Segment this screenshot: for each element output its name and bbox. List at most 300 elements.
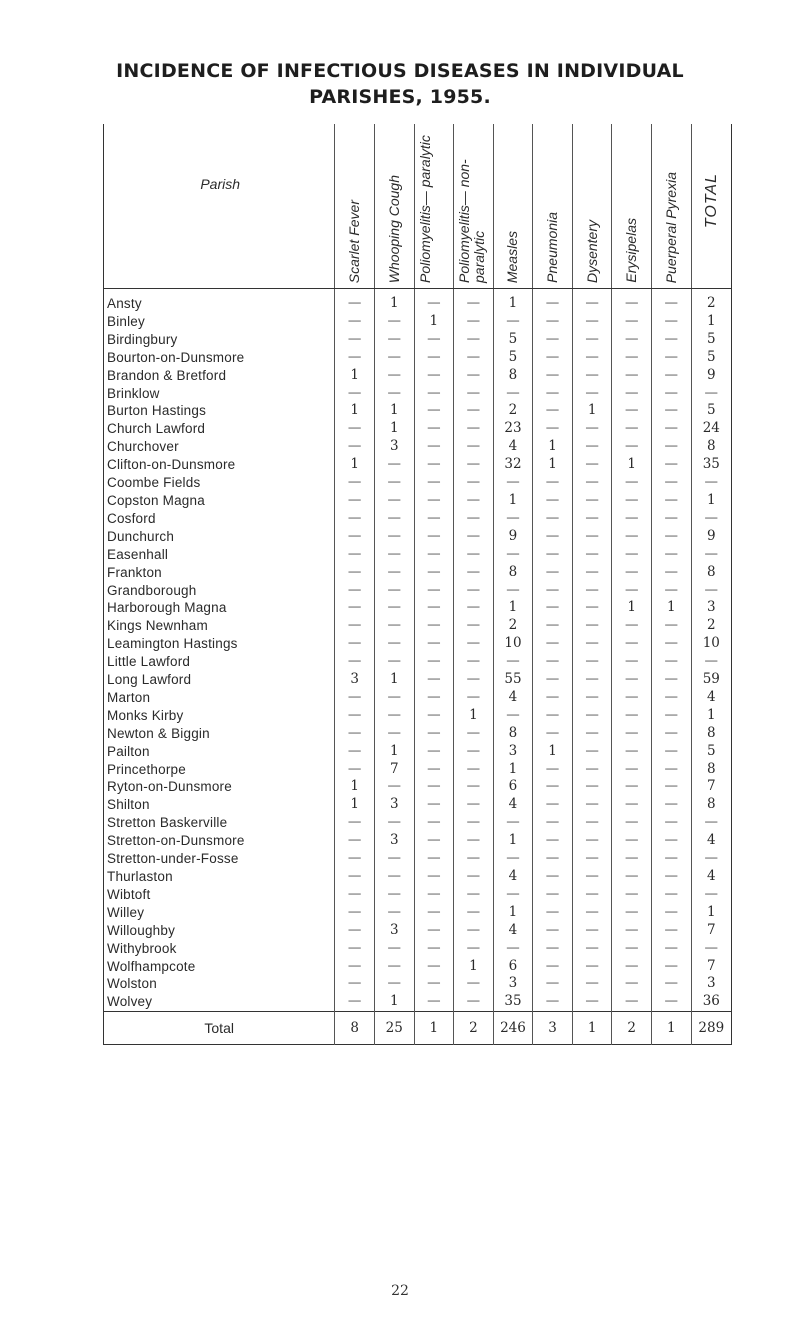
parish-name: Withybrook — [107, 940, 177, 956]
table-cell: — — [652, 922, 692, 940]
table-cell: — — [454, 814, 494, 832]
table-cell: — — [533, 546, 573, 564]
table-row — [104, 367, 732, 385]
table-cell: 55 — [493, 671, 533, 689]
table-cell: — — [374, 814, 414, 832]
table-cell: 8 — [691, 725, 731, 743]
table-cell: — — [612, 886, 652, 904]
table-cell: — — [612, 743, 652, 761]
table-cell: — — [652, 725, 692, 743]
table-cell: — — [533, 564, 573, 582]
table-cell: 1 — [493, 599, 533, 617]
table-cell: 1 — [533, 438, 573, 456]
table-cell: 5 — [493, 331, 533, 349]
table-row — [104, 886, 732, 904]
table-cell: — — [691, 653, 731, 671]
table-cell: — — [374, 599, 414, 617]
table-cell: — — [414, 474, 454, 492]
table-cell: 1 — [374, 993, 414, 1011]
table-cell: — — [414, 438, 454, 456]
table-row — [104, 868, 732, 886]
table-cell: — — [374, 653, 414, 671]
table-row — [104, 743, 732, 761]
total-cell: 25 — [374, 1012, 414, 1045]
table-cell: — — [572, 385, 612, 403]
table-cell: — — [414, 958, 454, 976]
table-cell: — — [414, 653, 454, 671]
table-cell: — — [691, 474, 731, 492]
parish-name: Stretton-on-Dunsmore — [107, 833, 245, 849]
table-cell: — — [612, 313, 652, 331]
table-cell: — — [652, 689, 692, 707]
table-cell: — — [533, 725, 573, 743]
table-cell: — — [374, 850, 414, 868]
table-cell: — — [335, 707, 375, 725]
table-cell: — — [533, 886, 573, 904]
table-cell: — — [533, 510, 573, 528]
table-cell: 1 — [454, 958, 494, 976]
table-cell: — — [572, 832, 612, 850]
parish-name: Stretton Baskerville — [107, 815, 228, 831]
table-row — [104, 761, 732, 779]
table-cell: — — [454, 349, 494, 367]
header-row — [104, 124, 732, 289]
table-cell: — — [652, 904, 692, 922]
table-cell: — — [454, 993, 494, 1011]
table-cell: — — [612, 546, 652, 564]
table-cell: — — [335, 832, 375, 850]
table-cell: — — [612, 510, 652, 528]
table-cell: — — [533, 761, 573, 779]
table-cell: — — [454, 922, 494, 940]
table-cell: — — [335, 331, 375, 349]
table-cell: — — [335, 313, 375, 331]
table-cell: — — [612, 689, 652, 707]
table-row — [104, 689, 732, 707]
header-dysentery: Dysentery — [572, 124, 612, 289]
table-cell: 7 — [374, 761, 414, 779]
table-cell: — — [454, 456, 494, 474]
table-cell: — — [533, 599, 573, 617]
table-row — [104, 814, 732, 832]
table-cell: 1 — [533, 743, 573, 761]
table-cell: — — [454, 599, 494, 617]
table-cell: — — [612, 331, 652, 349]
table-cell: — — [454, 492, 494, 510]
table-cell: — — [612, 528, 652, 546]
table-cell: — — [572, 331, 612, 349]
parish-name: Stretton-under-Fosse — [107, 851, 239, 867]
table-cell: — — [335, 725, 375, 743]
table-row — [104, 904, 732, 922]
table-row — [104, 456, 732, 474]
table-row — [104, 617, 732, 635]
table-cell: 7 — [691, 778, 731, 796]
table-cell: — — [572, 796, 612, 814]
table-cell: 5 — [691, 402, 731, 420]
table-cell: — — [493, 886, 533, 904]
table-cell: — — [493, 474, 533, 492]
table-cell: 1 — [691, 313, 731, 331]
table-cell: — — [691, 510, 731, 528]
table-cell: — — [374, 528, 414, 546]
parish-name: Grandborough — [107, 582, 197, 598]
table-cell: — — [374, 492, 414, 510]
table-cell: — — [572, 958, 612, 976]
table-cell: — — [572, 725, 612, 743]
table-cell: — — [652, 474, 692, 492]
table-cell: — — [374, 582, 414, 600]
total-cell: 2 — [612, 1012, 652, 1045]
table-row — [104, 975, 732, 993]
table-cell: — — [572, 707, 612, 725]
table-cell: — — [612, 474, 652, 492]
table-cell: — — [493, 850, 533, 868]
table-cell: — — [414, 689, 454, 707]
table-cell: — — [374, 331, 414, 349]
table-cell: — — [454, 653, 494, 671]
table-cell: 8 — [691, 761, 731, 779]
table-cell: — — [572, 743, 612, 761]
table-cell: — — [652, 832, 692, 850]
table-cell: 5 — [691, 349, 731, 367]
table-cell: — — [612, 582, 652, 600]
table-cell: — — [652, 528, 692, 546]
table-cell: — — [612, 922, 652, 940]
table-cell: — — [374, 707, 414, 725]
table-cell: — — [335, 814, 375, 832]
table-cell: 6 — [493, 958, 533, 976]
table-row — [104, 993, 732, 1011]
parish-name: Harborough Magna — [107, 600, 227, 616]
table-cell: — — [652, 850, 692, 868]
table-cell: 9 — [493, 528, 533, 546]
total-cell: 289 — [691, 1012, 731, 1045]
table-cell: — — [612, 617, 652, 635]
table-cell: — — [612, 564, 652, 582]
table-cell: — — [414, 289, 454, 313]
table-cell: 1 — [454, 707, 494, 725]
table-cell: — — [335, 868, 375, 886]
parish-name: Wibtoft — [107, 886, 151, 902]
table-cell: 1 — [335, 367, 375, 385]
table-cell: — — [572, 599, 612, 617]
table-cell: — — [572, 349, 612, 367]
table-cell: 9 — [691, 367, 731, 385]
table-cell: — — [493, 313, 533, 331]
table-cell: — — [612, 349, 652, 367]
table-cell: — — [652, 940, 692, 958]
table-cell: 3 — [374, 438, 414, 456]
table-cell: — — [335, 635, 375, 653]
table-cell: 8 — [691, 438, 731, 456]
table-row — [104, 564, 732, 582]
table-cell: — — [454, 796, 494, 814]
table-cell: — — [572, 582, 612, 600]
table-cell: 1 — [612, 599, 652, 617]
table-cell: — — [335, 564, 375, 582]
table-cell: 1 — [572, 402, 612, 420]
table-cell: — — [414, 725, 454, 743]
parish-name: Dunchurch — [107, 528, 175, 544]
table-row — [104, 599, 732, 617]
table-cell: — — [454, 761, 494, 779]
table-cell: 1 — [691, 904, 731, 922]
table-cell: 32 — [493, 456, 533, 474]
table-cell: — — [612, 367, 652, 385]
table-cell: 4 — [493, 689, 533, 707]
table-cell: 2 — [691, 289, 731, 313]
table-row — [104, 707, 732, 725]
table-cell: — — [612, 653, 652, 671]
table-row — [104, 653, 732, 671]
table-cell: — — [533, 796, 573, 814]
table-cell: — — [414, 599, 454, 617]
table-row — [104, 420, 732, 438]
table-cell: — — [533, 635, 573, 653]
table-cell: 5 — [691, 331, 731, 349]
table-cell: 3 — [493, 975, 533, 993]
table-row — [104, 313, 732, 331]
parish-name: Ryton-on-Dunsmore — [107, 779, 232, 795]
table-row — [104, 725, 732, 743]
parish-name: Willey — [107, 904, 145, 920]
table-cell: — — [612, 671, 652, 689]
table-cell: 5 — [493, 349, 533, 367]
table-cell: — — [414, 564, 454, 582]
table-cell: 1 — [493, 904, 533, 922]
table-cell: — — [414, 993, 454, 1011]
total-label: Total — [104, 1012, 335, 1045]
table-cell: — — [335, 904, 375, 922]
table-cell: — — [533, 492, 573, 510]
table-cell: 36 — [691, 993, 731, 1011]
table-cell: — — [612, 725, 652, 743]
table-cell: — — [612, 385, 652, 403]
table-cell: — — [414, 814, 454, 832]
table-cell: — — [612, 958, 652, 976]
table-cell: — — [414, 850, 454, 868]
table-cell: — — [652, 546, 692, 564]
table-row — [104, 289, 732, 313]
table-cell: 1 — [493, 289, 533, 313]
table-cell: — — [572, 635, 612, 653]
table-cell: 2 — [493, 402, 533, 420]
table-cell: — — [572, 456, 612, 474]
table-cell: — — [335, 438, 375, 456]
table-cell: — — [414, 886, 454, 904]
table-cell: — — [691, 814, 731, 832]
table-cell: 8 — [691, 564, 731, 582]
header-scarlet-fever: Scarlet Fever — [335, 124, 375, 289]
table-cell: — — [612, 850, 652, 868]
table-cell: 9 — [691, 528, 731, 546]
table-cell: — — [652, 671, 692, 689]
table-cell: — — [454, 331, 494, 349]
table-cell: — — [572, 850, 612, 868]
table-cell: — — [493, 653, 533, 671]
table-cell: — — [612, 402, 652, 420]
table-cell: — — [652, 635, 692, 653]
table-cell: 1 — [374, 402, 414, 420]
table-cell: — — [533, 349, 573, 367]
table-cell: — — [533, 331, 573, 349]
parish-name: Birdingbury — [107, 331, 178, 347]
table-cell: 4 — [691, 689, 731, 707]
table-row — [104, 922, 732, 940]
table-cell: — — [533, 385, 573, 403]
table-cell: 3 — [374, 922, 414, 940]
table-cell: — — [335, 510, 375, 528]
table-cell: — — [454, 582, 494, 600]
table-cell: — — [414, 492, 454, 510]
table-cell: 7 — [691, 922, 731, 940]
parish-name: Binley — [107, 313, 145, 329]
header-puerperal-pyrexia: Puerperal Pyrexia — [652, 124, 692, 289]
table-cell: — — [414, 671, 454, 689]
table-cell: — — [454, 402, 494, 420]
table-cell: — — [691, 850, 731, 868]
table-row — [104, 528, 732, 546]
table-cell: 1 — [652, 599, 692, 617]
table-row — [104, 492, 732, 510]
table-cell: — — [572, 689, 612, 707]
table-cell: — — [454, 510, 494, 528]
table-cell: 1 — [335, 778, 375, 796]
table-cell: — — [533, 922, 573, 940]
table-cell: — — [414, 617, 454, 635]
table-row — [104, 778, 732, 796]
table-cell: — — [414, 385, 454, 403]
table-cell: — — [533, 528, 573, 546]
table-cell: — — [612, 778, 652, 796]
table-cell: — — [374, 564, 414, 582]
table-cell: 2 — [691, 617, 731, 635]
table-cell: — — [652, 814, 692, 832]
table-cell: — — [493, 385, 533, 403]
table-cell: — — [533, 814, 573, 832]
table-cell: — — [454, 850, 494, 868]
table-cell: — — [414, 743, 454, 761]
table-body — [104, 289, 732, 1012]
table-cell: — — [414, 367, 454, 385]
table-cell: — — [572, 778, 612, 796]
table-cell: — — [652, 385, 692, 403]
table-cell: — — [572, 904, 612, 922]
table-cell: — — [454, 832, 494, 850]
parish-name: Little Lawford — [107, 654, 191, 670]
table-cell: — — [533, 617, 573, 635]
table-cell: — — [414, 922, 454, 940]
parish-name: Ansty — [107, 296, 142, 311]
table-cell: — — [533, 904, 573, 922]
table-cell: — — [374, 617, 414, 635]
table-cell: — — [572, 438, 612, 456]
table-cell: — — [414, 456, 454, 474]
table-cell: — — [572, 975, 612, 993]
table-cell: — — [454, 671, 494, 689]
parish-name: Easenhall — [107, 546, 169, 562]
parish-name: Pailton — [107, 743, 150, 759]
table-cell: — — [652, 367, 692, 385]
table-row — [104, 850, 732, 868]
table-cell: — — [533, 671, 573, 689]
header-whooping-cough: Whooping Cough — [374, 124, 414, 289]
table-cell: 4 — [691, 832, 731, 850]
table-cell: 35 — [493, 993, 533, 1011]
parish-name: Cosford — [107, 510, 156, 526]
table-cell: — — [493, 546, 533, 564]
parish-name: Bourton-on-Dunsmore — [107, 349, 245, 365]
table-cell: — — [533, 420, 573, 438]
table-cell: — — [454, 635, 494, 653]
table-cell: — — [335, 653, 375, 671]
table-cell: — — [572, 922, 612, 940]
table-row — [104, 510, 732, 528]
table-row — [104, 474, 732, 492]
table-cell: 4 — [493, 922, 533, 940]
table-cell: — — [572, 814, 612, 832]
table-cell: — — [652, 492, 692, 510]
table-cell: — — [335, 582, 375, 600]
table-cell: — — [572, 492, 612, 510]
table-cell: 7 — [691, 958, 731, 976]
table-cell: — — [533, 474, 573, 492]
table-cell: — — [652, 438, 692, 456]
table-cell: — — [335, 743, 375, 761]
total-row — [104, 1012, 732, 1045]
table-cell: 2 — [493, 617, 533, 635]
table-cell: — — [335, 385, 375, 403]
table-cell: — — [335, 546, 375, 564]
table-cell: — — [533, 653, 573, 671]
table-cell: — — [533, 707, 573, 725]
parish-name: Churchover — [107, 439, 179, 455]
table-cell: — — [414, 778, 454, 796]
table-cell: — — [572, 420, 612, 438]
parish-name: Newton & Biggin — [107, 725, 210, 741]
table-cell: — — [652, 420, 692, 438]
table-cell: — — [335, 420, 375, 438]
table-cell: — — [533, 993, 573, 1011]
table-cell: — — [572, 510, 612, 528]
table-cell: — — [335, 689, 375, 707]
table-cell: — — [454, 289, 494, 313]
table-cell: — — [652, 975, 692, 993]
table-cell: 3 — [335, 671, 375, 689]
table-cell: 59 — [691, 671, 731, 689]
table-cell: — — [652, 868, 692, 886]
parish-name: Brinklow — [107, 385, 160, 401]
table-cell: — — [533, 850, 573, 868]
table-cell: — — [572, 993, 612, 1011]
table-cell: — — [454, 886, 494, 904]
table-cell: — — [572, 289, 612, 313]
table-cell: — — [572, 367, 612, 385]
table-cell: — — [374, 510, 414, 528]
table-cell: — — [374, 778, 414, 796]
table-cell: — — [414, 975, 454, 993]
table-cell: — — [572, 528, 612, 546]
table-cell: — — [374, 868, 414, 886]
table-cell: — — [454, 778, 494, 796]
parish-name: Brandon & Bretford — [107, 367, 227, 383]
table-cell: — — [454, 385, 494, 403]
total-cell: 1 — [652, 1012, 692, 1045]
table-cell: — — [612, 832, 652, 850]
table-cell: 1 — [335, 456, 375, 474]
parish-name: Kings Newnham — [107, 618, 208, 634]
